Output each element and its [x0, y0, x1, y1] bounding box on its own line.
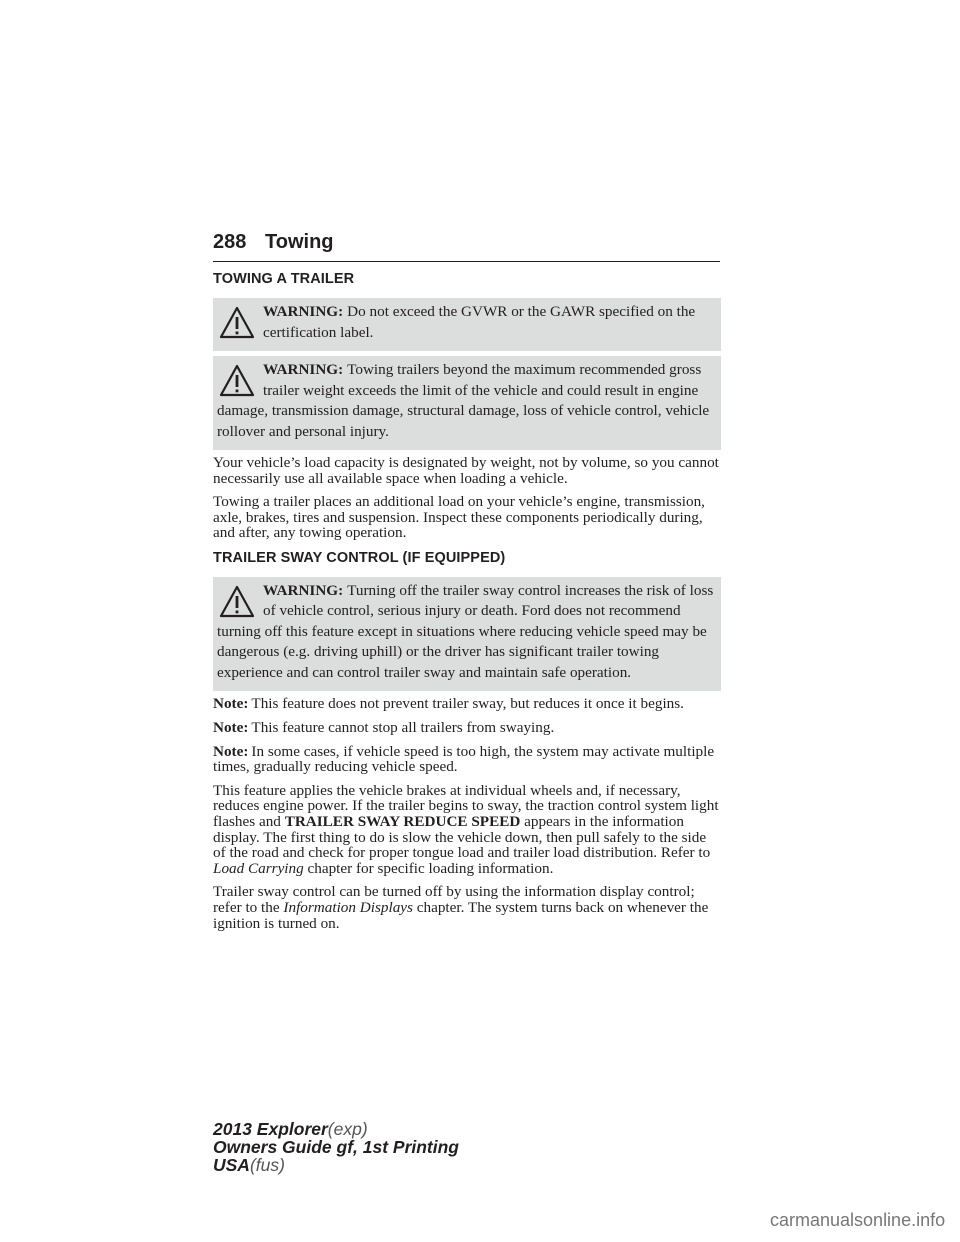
note-text: This feature does not prevent trailer sway, but reduces it once it begins.	[251, 695, 684, 713]
warning-text: Towing trailers beyond the maximum recommended gross trailer weight exceeds the limit of the vehicle and could result in engine damage, transmission damage, structural damage, loss of vehicle control, vehicle rollover and personal injury.	[217, 361, 710, 440]
footer-market: USA	[213, 1155, 250, 1175]
text-run: appears in the information display. The first thing to do is slow the vehicle down, then pull safely to the side of the road and check for proper tongue load and trailer load distribution. Refer to	[213, 813, 711, 862]
page-number: 288	[213, 231, 247, 253]
page-header	[213, 229, 720, 262]
note-cannot-stop	[213, 720, 721, 736]
text-run: chapter. The system turns back on whenever the ignition is turned on.	[213, 899, 709, 932]
paragraph-turn-off-sway-control	[213, 884, 721, 931]
paragraph-load-capacity: Your vehicle’s load capacity is designated by weight, not by volume, so you cannot necessarily use all available space when loading a vehicle.	[213, 454, 719, 487]
warning-label: WARNING:	[263, 303, 344, 320]
note-label: Note:	[213, 719, 249, 737]
footer-model: 2013 Explorer	[213, 1119, 328, 1139]
footer-line-market	[213, 1156, 459, 1174]
text-run: chapter for specific loading information.	[303, 859, 554, 877]
display-message-text: TRAILER SWAY REDUCE SPEED	[284, 813, 521, 831]
footer-model-code: (exp)	[327, 1119, 368, 1139]
section-heading-towing-a-trailer: TOWING A TRAILER	[213, 271, 355, 287]
warning-text: Turning off the trailer sway control increases the risk of loss of vehicle control, serious injury or death. Ford does not recommend turning off this feature except in situations where reducing vehicle speed may be dangerous (e.g. driving uphill) or the driver has significant trailer towing experience and can control trailer sway and maintain safe operation.	[217, 581, 714, 681]
note-label: Note:	[213, 695, 249, 713]
note-label: Note:	[213, 742, 249, 760]
note-multiple-activation	[213, 744, 721, 775]
text-run: This feature applies the vehicle brakes at individual wheels and, if necessary, reduces engine power. If the trailer begins to sway, the traction control system light flashes and	[213, 781, 719, 831]
warning-label: WARNING:	[263, 581, 344, 599]
chapter-reference-information-displays: Information Displays	[283, 899, 413, 916]
warning-text: Do not exceed the GVWR or the GAWR specified on the certification label.	[263, 303, 696, 341]
paragraph-additional-load: Towing a trailer places an additional load on your vehicle’s engine, transmission, axle, brakes, tires and suspension. Inspect these components periodically during, and after, any towing operation.	[213, 493, 705, 542]
chapter-reference-load-carrying: Load Carrying	[213, 859, 304, 877]
page-footer	[213, 1120, 459, 1174]
footer-line-model	[213, 1120, 459, 1138]
footer-printing: Owners Guide gf, 1st Printing	[213, 1137, 459, 1157]
warning-box-gvwr	[213, 298, 721, 351]
warning-box-sway-control	[213, 577, 721, 692]
note-text: In some cases, if vehicle speed is too high, the system may activate multiple times, gradually reducing vehicle speed.	[213, 742, 715, 776]
paragraph-feature-applies-brakes	[213, 783, 721, 877]
page-content	[213, 270, 721, 939]
note-prevent-sway	[213, 696, 721, 712]
warning-label: WARNING:	[263, 361, 344, 378]
text-run: Trailer sway control can be turned off by using the information display control; refer to the	[213, 883, 695, 916]
warning-box-gross-weight	[213, 356, 721, 450]
chapter-title: Towing	[265, 231, 334, 253]
section-heading-trailer-sway-control: TRAILER SWAY CONTROL (IF EQUIPPED)	[213, 549, 506, 566]
warning-triangle-icon	[219, 363, 255, 399]
warning-triangle-icon	[219, 305, 255, 341]
watermark-text: carmanualsonline.info	[770, 1210, 946, 1230]
note-text: This feature cannot stop all trailers from swaying.	[251, 719, 555, 737]
footer-market-code: (fus)	[249, 1155, 285, 1175]
warning-triangle-icon	[219, 584, 255, 620]
